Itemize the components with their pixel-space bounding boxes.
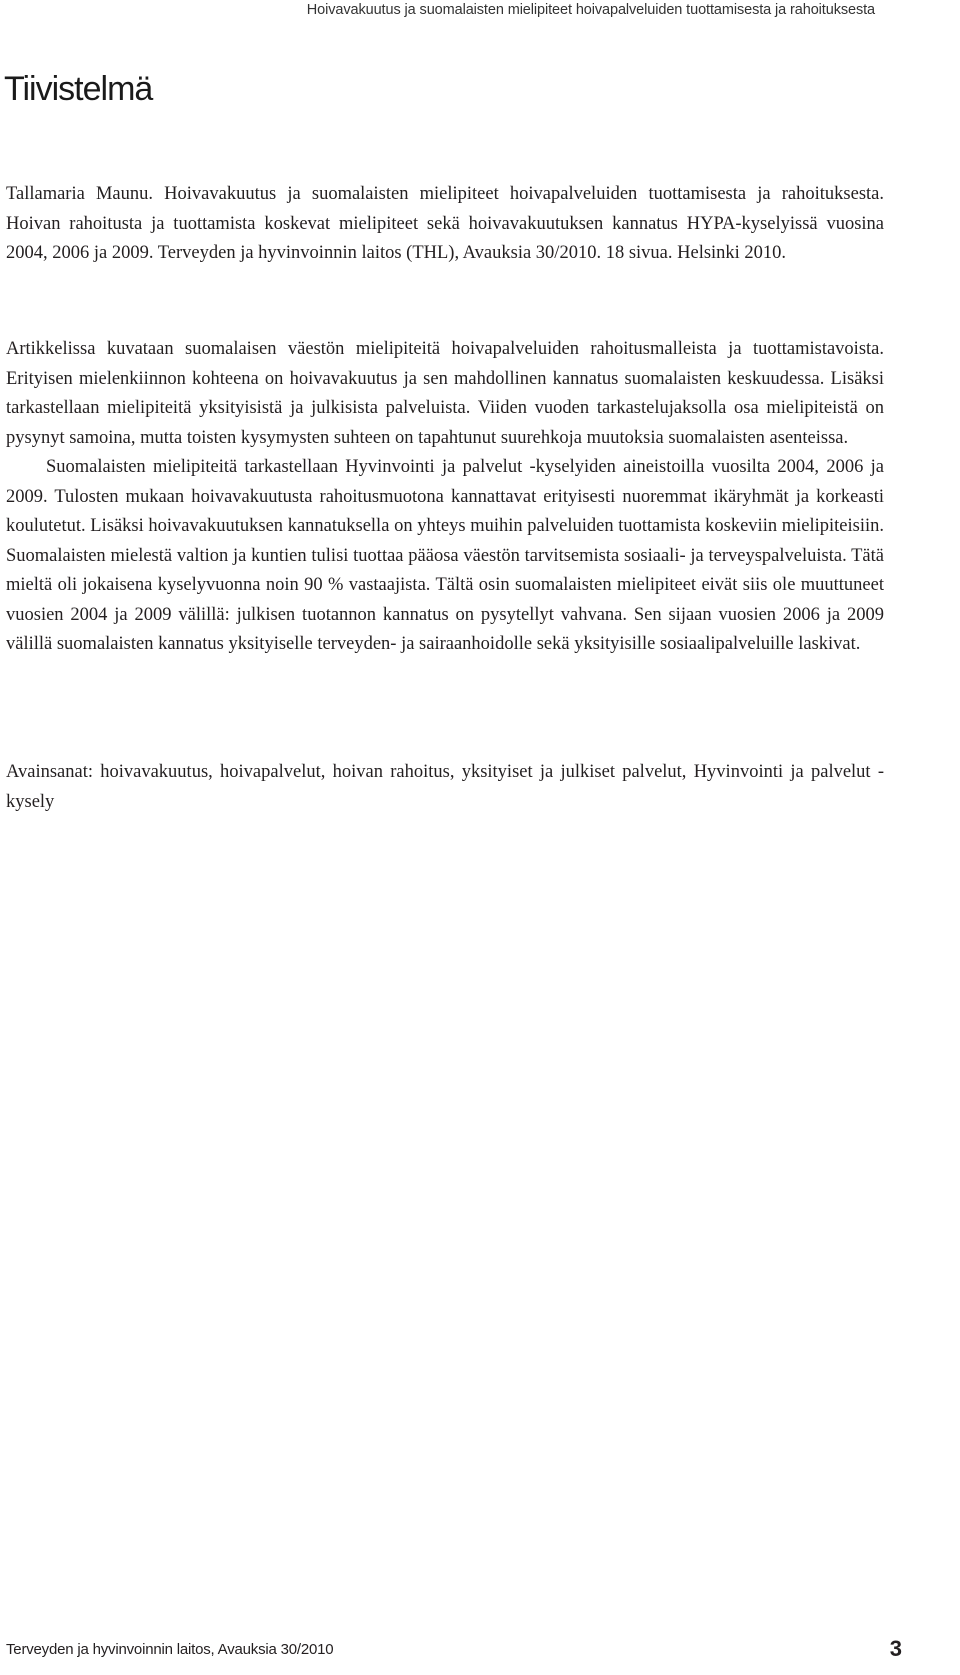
running-header: Hoivavakuutus ja suomalaisten mielipiteet hoivapalveluiden tuottamisesta ja rahoituksesta [306,2,875,18]
page-number: 3 [889,1636,902,1661]
abstract-paragraph: Artikkelissa kuvataan suomalaisen väestön mielipiteitä hoivapalveluiden rahoitusmalleista ja tuottamistavoista. Erityisen mielenkiinnon kohteena on hoivavakuutus ja sen mahdollinen kannatus suomalaisten keskuudessa. Lisäksi tarkastellaan mielipiteitä yksityisistä ja julkisista palveluista. Viiden vuoden tarkastelujaksolla osa mielipiteistä on pysynyt samoina, mutta toisten kysymysten suhteen on tapahtunut suurehkoja muutoksia suomalaisten asenteissa. [6,339,884,448]
abstract-body [6,335,884,660]
keywords-paragraph: Avainsanat: hoivavakuutus, hoivapalvelut, hoivan rahoitus, yksityiset ja julkiset palvelut, Hyvinvointi ja palvelut -kysely [6,762,884,812]
abstract-paragraph: Suomalaisten mielipiteitä tarkastellaan Hyvinvointi ja palvelut -kyselyiden aineistoilla vuosilta 2004, 2006 ja 2009. Tulosten mukaan hoivavakuutusta rahoitusmuotona kannattavat erityisesti nuoremmat ikäryhmät ja korkeasti koulutetut. Lisäksi hoivavakuutuksen kannatuksella on yhteys muihin palveluiden tuottamista koskeviin mielipiteisiin. Suomalaisten mielestä valtion ja kuntien tulisi tuottaa pääosa väestön tarvitsemista sosiaali- ja terveyspalveluista. Tätä mieltä oli jokaisena kyselyvuonna noin 90 % vastaajista. Tältä osin suomalaisten mielipiteet eivät siis ole muuttuneet vuosien 2004 ja 2009 välillä: julkisen tuotannon kannatus on pysytellyt vahvana. Sen sijaan vuosien 2006 ja 2009 välillä suomalaisten kannatus yksityiselle terveyden- ja sairaanhoidolle sekä yksityisille sosiaalipalveluille laskivat. [6,457,884,654]
page-title: Tiivistelmä [4,70,153,108]
footer-publication: Terveyden ja hyvinvoinnin laitos, Avauksia 30/2010 [6,1641,334,1658]
citation-paragraph: Tallamaria Maunu. Hoivavakuutus ja suomalaisten mielipiteet hoivapalveluiden tuottamisesta ja rahoituksesta. Hoivan rahoitusta ja tuottamista koskevat mielipiteet sekä hoivavakuutuksen kannatus HYPA-kyselyissä vuosina 2004, 2006 ja 2009. Terveyden ja hyvinvoinnin laitos (THL), Avauksia 30/2010. 18 sivua. Helsinki 2010. [6,184,884,263]
